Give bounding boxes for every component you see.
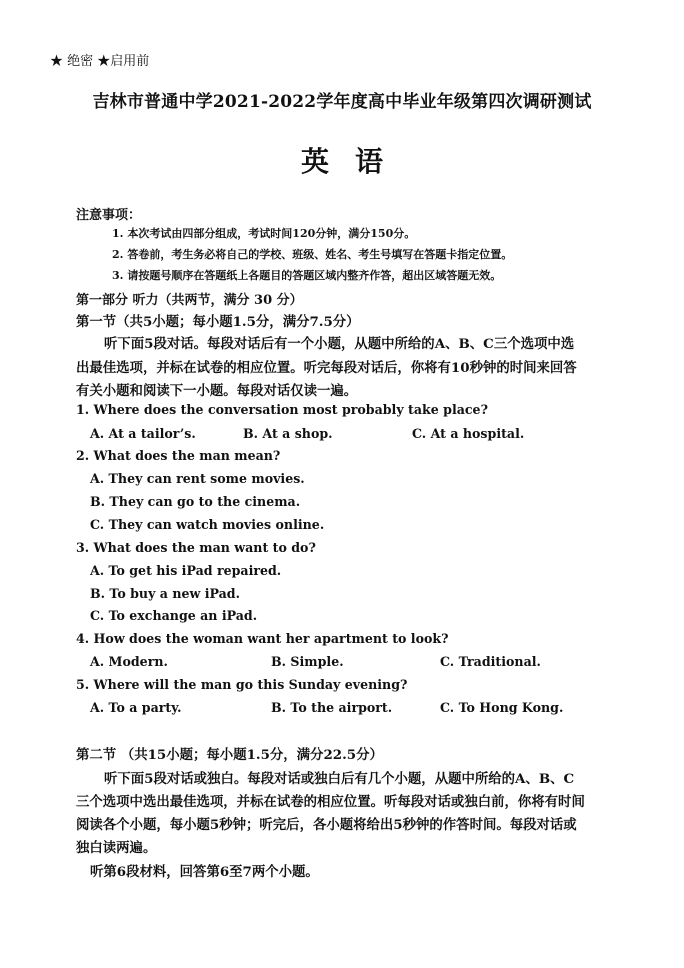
- note-item: 3. 请按题号顺序在答题纸上各题目的答题区域内整齐作答，超出区域答题无效。: [112, 269, 502, 282]
- question-option: C. At a hospital.: [412, 426, 525, 441]
- question-option: C. They can watch movies online.: [90, 517, 325, 532]
- question-option: A. They can rent some movies.: [90, 471, 305, 486]
- section1-instruction-line: 有关小题和阅读下一小题。每段对话仅读一遍。: [76, 383, 358, 399]
- question-option: B. They can go to the cinema.: [90, 494, 301, 509]
- question-option: A. To get his iPad repaired.: [90, 563, 282, 578]
- question-stem: 2. What does the man mean?: [76, 448, 281, 463]
- part1-heading: 第一部分 听力（共两节，满分 30 分）: [76, 293, 303, 308]
- note-item: 1. 本次考试由四部分组成，考试时间120分钟，满分150分。: [112, 227, 416, 240]
- question-option: A. At a tailor’s.: [90, 426, 196, 441]
- question-option: B. Simple.: [271, 654, 344, 669]
- confidential-label: ★ 绝密 ★启用前: [50, 54, 150, 69]
- exam-title: 吉林市普通中学2021-2022学年度高中毕业年级第四次调研测试: [92, 92, 592, 112]
- question-option: C. To Hong Kong.: [440, 700, 564, 715]
- question-stem: 4. How does the woman want her apartment to look?: [76, 631, 449, 646]
- section2-instruction-line: 阅读各个小题，每小题5秒钟；听完后，各小题将给出5秒钟的作答时间。每段对话或: [76, 817, 577, 833]
- material-note: 听第6段材料，回答第6至7两个小题。: [90, 864, 319, 880]
- notes-heading: 注意事项：: [76, 208, 142, 223]
- question-stem: 5. Where will the man go this Sunday evening?: [76, 677, 408, 692]
- section2-instruction-line: 独白读两遍。: [76, 840, 157, 856]
- note-item: 2. 答卷前，考生务必将自己的学校、班级、姓名、考生号填写在答题卡指定位置。: [112, 248, 513, 261]
- question-option: A. Modern.: [90, 654, 168, 669]
- section1-heading: 第一节（共5小题；每小题1.5分，满分7.5分）: [76, 314, 360, 330]
- section1-instruction-line: 听下面5段对话。每段对话后有一个小题，从题中所给的A、B、C三个选项中选: [104, 336, 575, 352]
- question-option: B. At a shop.: [243, 426, 333, 441]
- section2-instruction-line: 三个选项中选出最佳选项，并标在试卷的相应位置。听每段对话或独白前，你将有时间: [76, 794, 585, 810]
- question-option: C. Traditional.: [440, 654, 541, 669]
- section2-heading: 第二节 （共15小题；每小题1.5分，满分22.5分）: [76, 747, 383, 763]
- section1-instruction-line: 出最佳选项，并标在试卷的相应位置。听完每段对话后，你将有10秒钟的时间来回答: [76, 360, 577, 376]
- question-stem: 1. Where does the conversation most probably take place?: [76, 402, 488, 417]
- section2-instruction-line: 听下面5段对话或独白。每段对话或独白后有几个小题，从题中所给的A、B、C: [104, 771, 575, 787]
- question-option: C. To exchange an iPad.: [90, 608, 258, 623]
- question-option: A. To a party.: [90, 700, 182, 715]
- subject-title: 英语: [300, 145, 409, 178]
- question-option: B. To buy a new iPad.: [90, 586, 240, 601]
- question-stem: 3. What does the man want to do?: [76, 540, 316, 555]
- question-option: B. To the airport.: [271, 700, 393, 715]
